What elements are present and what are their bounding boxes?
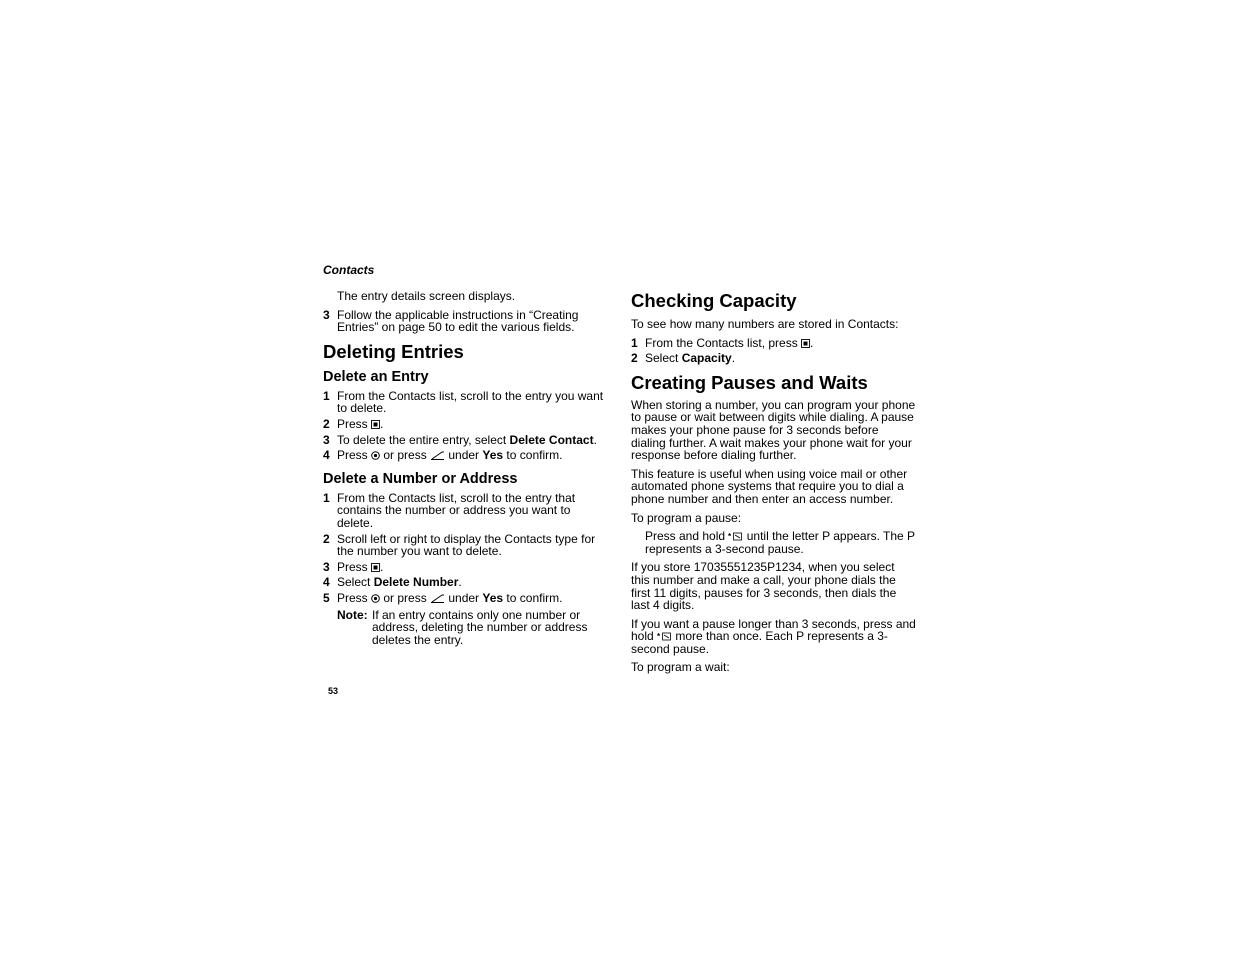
left-column (323, 290, 606, 646)
menu-key-icon (801, 339, 810, 348)
delete-number-step-3: 3 Press . (323, 559, 384, 574)
edit-step-3: 3 Follow the applicable instructions in “Creating Entries” on page 50 to edit the various fields. (323, 307, 579, 335)
program-wait-label: To program a wait: (631, 660, 730, 675)
pauses-paragraph-1: When storing a number, you can program your phone to pause or wait between digits while dialing. A pause makes your phone pause for 3 seconds before dialing further. A wait makes your phone wait for your response before dialing further. (631, 397, 916, 463)
pauses-paragraph-example: If you store 17035551235P1234, when you select this number and make a call, your phone dials the first 11 digits, pauses for 3 seconds, then dials the last 4 digits. (631, 560, 897, 613)
delete-number-step-4: 4 Select Delete Number. (323, 575, 462, 590)
pauses-waits-heading: Creating Pauses and Waits (631, 371, 868, 393)
delete-entry-step-4: 4 Press or press under Yes to confirm. (323, 448, 563, 463)
right-column (631, 290, 916, 674)
star-key-icon (657, 632, 672, 641)
delete-entry-heading: Delete an Entry (323, 368, 429, 385)
capacity-intro: To see how many numbers are stored in Contacts: (631, 317, 899, 331)
checking-capacity-heading: Checking Capacity (631, 290, 797, 311)
program-pause-instruction: Press and hold * until the letter P appears. The P represents a 3-second pause. (645, 529, 915, 556)
menu-key-icon (371, 420, 380, 429)
program-pause-label: To program a pause: (631, 510, 742, 525)
softkey-icon (430, 451, 445, 460)
deleting-entries-heading: Deleting Entries (323, 340, 464, 362)
ok-key-icon (371, 594, 380, 603)
entry-details-text: The entry details screen displays. (337, 289, 516, 303)
star-key-icon (728, 532, 743, 541)
softkey-icon (430, 594, 445, 603)
pauses-paragraph-2: This feature is useful when using voice mail or other automated phone systems that require you to dial a phone number and then enter an access number. (631, 466, 908, 506)
capacity-step-1: 1 From the Contacts list, press . (631, 335, 814, 350)
delete-entry-step-1: 1 From the Contacts list, scroll to the entry you want to delete. (323, 388, 604, 416)
delete-note: Note: If an entry contains only one number or address, deleting the number or address deletes the entry. (337, 607, 588, 647)
menu-key-icon (371, 563, 380, 572)
svg-text:*: * (657, 632, 661, 642)
delete-number-heading: Delete a Number or Address (323, 470, 518, 487)
capacity-step-2: 2 Select Capacity. (631, 351, 736, 366)
delete-number-step-5: 5 Press or press under Yes to confirm. (323, 590, 563, 605)
delete-entry-step-2: 2 Press . (323, 416, 384, 431)
svg-text:*: * (728, 532, 732, 542)
delete-number-step-1: 1 From the Contacts list, scroll to the entry that contains the number or address you want to delete. (323, 490, 576, 530)
delete-number-step-2: 2 Scroll left or right to display the Contacts type for the number you want to delete. (323, 531, 596, 559)
delete-entry-step-3: 3 To delete the entire entry, select Delete Contact. (323, 432, 597, 447)
page-number: 53 (328, 686, 339, 696)
ok-key-icon (371, 451, 380, 460)
running-header: Contacts (323, 263, 375, 277)
pauses-paragraph-longer: If you want a pause longer than 3 seconds, press and hold * more than once. Each P represents a 3-second pause. (631, 616, 916, 656)
